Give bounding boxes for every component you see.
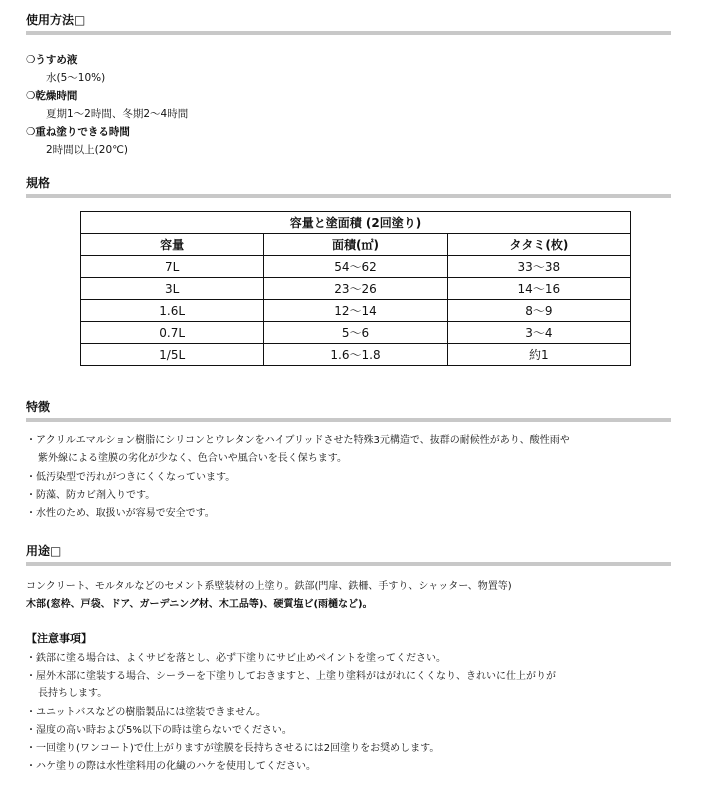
table-title: 容量と塗面積 (2回塗り) xyxy=(81,212,631,234)
applications-heading: 用途□ xyxy=(26,543,671,566)
feature-line: ・低汚染型で汚れがつきにくくなっています。 xyxy=(26,472,236,483)
table-row xyxy=(81,278,631,300)
area-cell: 1.6〜1.8 xyxy=(264,344,447,366)
usage-heading: 使用方法□ xyxy=(26,12,671,35)
caution-line: ・一回塗り(ワンコート)で仕上がりますが塗膜を長持ちさせるには2回塗りをお奨めします。 xyxy=(26,743,440,754)
column-header-capacity: 容量 xyxy=(81,234,264,256)
cautions-heading: 【注意事項】 xyxy=(26,632,92,645)
capacity-cell: 0.7L xyxy=(81,322,264,344)
thinner-label: ❍うすめ液 xyxy=(26,54,78,66)
drying-time-label: ❍乾燥時間 xyxy=(26,90,78,102)
capacity-cell: 3L xyxy=(81,278,264,300)
table-header-row xyxy=(81,234,631,256)
table-row xyxy=(81,322,631,344)
feature-line: ・水性のため、取扱いが容易で安全です。 xyxy=(26,508,215,519)
spec-table xyxy=(80,211,631,366)
capacity-cell: 1.6L xyxy=(81,300,264,322)
caution-line: 長持ちします。 xyxy=(38,688,108,699)
tatami-cell: 14〜16 xyxy=(447,278,630,300)
recoat-time-value: 2時間以上(20℃) xyxy=(46,144,129,156)
features-heading: 特徴 xyxy=(26,399,671,422)
applications-line: コンクリート、モルタルなどのセメント系壁装材の上塗り。鉄部(門扉、鉄柵、手すり、シャッター、物置等) xyxy=(26,581,512,592)
column-header-tatami: タタミ(枚) xyxy=(447,234,630,256)
column-header-area: 面積(㎡) xyxy=(264,234,447,256)
caution-line: ・ユニットバスなどの樹脂製品には塗装できません。 xyxy=(26,707,266,718)
caution-line: ・湿度の高い時および5%以下の時は塗らないでください。 xyxy=(26,725,292,736)
capacity-cell: 1/5L xyxy=(81,344,264,366)
spec-heading: 規格 xyxy=(26,175,671,198)
tatami-cell: 8〜9 xyxy=(447,300,630,322)
table-row xyxy=(81,300,631,322)
tatami-cell: 約1 xyxy=(447,344,630,366)
capacity-cell: 7L xyxy=(81,256,264,278)
area-cell: 23〜26 xyxy=(264,278,447,300)
caution-line: ・鉄部に塗る場合は、よくサビを落とし、必ず下塗りにサビ止めペイントを塗ってください。 xyxy=(26,653,446,664)
recoat-time-label: ❍重ね塗りできる時間 xyxy=(26,126,130,138)
caution-line: ・ハケ塗りの際は水性塗料用の化繊のハケを使用してください。 xyxy=(26,761,316,772)
area-cell: 54〜62 xyxy=(264,256,447,278)
caution-line: ・屋外木部に塗装する場合、シーラーを下塗りしておきますと、上塗り塗料がはがれにくくなり、きれいに仕上がりが xyxy=(26,671,556,682)
table-row xyxy=(81,344,631,366)
thinner-value: 水(5〜10%) xyxy=(46,72,106,84)
table-caption-row xyxy=(81,212,631,234)
drying-time-value: 夏期1〜2時間、冬期2〜4時間 xyxy=(46,108,189,120)
applications-line: 木部(窓枠、戸袋、ドア、ガーデニング材、木工品等)、硬質塩ビ(雨樋など)。 xyxy=(26,599,373,610)
area-cell: 12〜14 xyxy=(264,300,447,322)
tatami-cell: 33〜38 xyxy=(447,256,630,278)
feature-line: ・防藻、防カビ剤入りです。 xyxy=(26,490,156,501)
feature-line: 紫外線による塗膜の劣化が少なく、色合いや風合いを長く保ちます。 xyxy=(38,453,347,464)
feature-line: ・アクリルエマルション樹脂にシリコンとウレタンをハイブリッドさせた特殊3元構造で、抜群の耐候性があり、酸性雨や xyxy=(26,435,570,446)
tatami-cell: 3〜4 xyxy=(447,322,630,344)
area-cell: 5〜6 xyxy=(264,322,447,344)
table-row xyxy=(81,256,631,278)
